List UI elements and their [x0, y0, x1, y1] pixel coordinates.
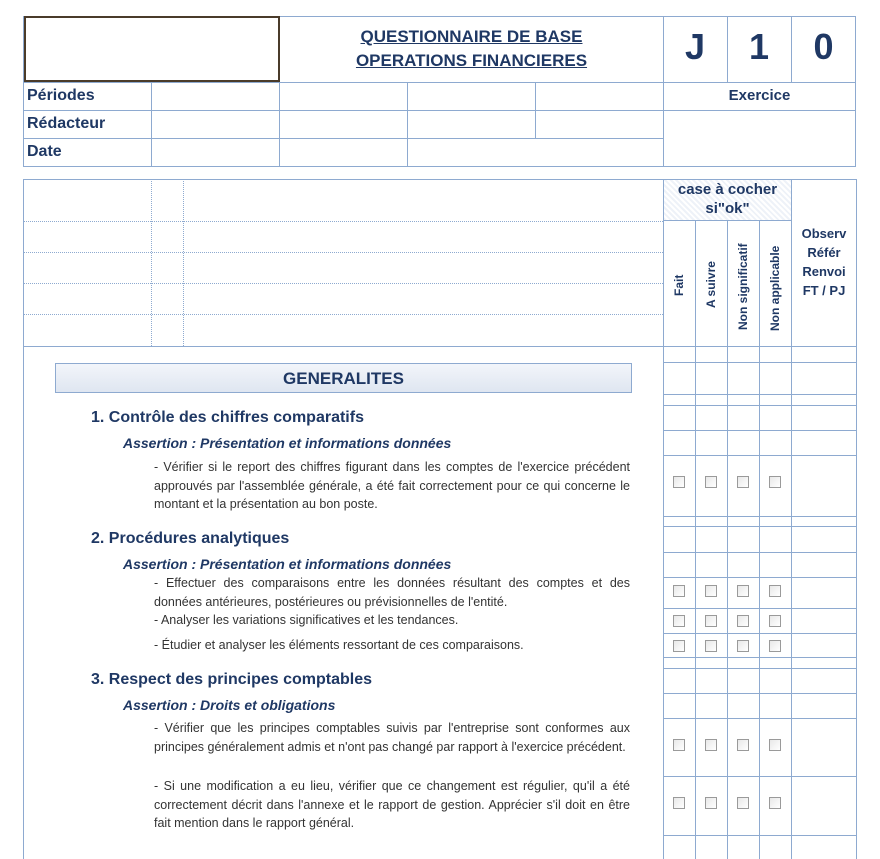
checkbox-header-line-1: case à cocher — [677, 181, 778, 198]
item-2-1: - Effectuer des comparaisons entre les données résultant des comptes et des données antérieures, postérieures ou prévisionnelles de l'entité. — [154, 576, 630, 609]
logo-box — [24, 16, 280, 82]
obs-line-4: FT / PJ — [802, 283, 846, 298]
row-label-date: Date — [27, 143, 62, 160]
checkbox-s3b-fait[interactable] — [673, 797, 685, 809]
obs-line-3: Renvoi — [802, 264, 846, 279]
column-label-non-significatif: Non significatif — [736, 243, 750, 330]
checkbox-s1-fait[interactable] — [673, 476, 685, 488]
column-label-a-suivre: A suivre — [704, 261, 718, 308]
assertion-2: Assertion : Présentation et informations données — [123, 556, 452, 572]
item-3-2: - Si une modification a eu lieu, vérifier que ce changement est régulier, qu'il a été correctement décrit dans l'annexe et le rapport de gestion. Apprécier s'il doit en être fait mention dans le rapport général. — [154, 779, 630, 830]
checkbox-header — [664, 180, 791, 221]
section-title-3: 3. Respect des principes comptables — [91, 671, 372, 688]
item-1-1: - Vérifier si le report des chiffres figurant dans les comptes de l'exercice précédent approuvés par l'assemblée générale, a été fait correctement pour ce qui concerne le montant et la présentation au bon poste. — [154, 460, 630, 511]
item-3-1: - Vérifier que les principes comptables suivis par l'entreprise sont conformes aux principes généralement admis et n'ont pas changé par rapport à l'exercice précédent. — [154, 721, 630, 754]
checkbox-s2a-a-suivre[interactable] — [705, 585, 717, 597]
code-letter-3: 0 — [813, 26, 834, 67]
item-2-2: - Analyser les variations significatives et les tendances. — [154, 613, 459, 627]
assertion-3: Assertion : Droits et obligations — [123, 697, 336, 713]
section-title-2: 2. Procédures analytiques — [91, 530, 290, 547]
title-line-1: QUESTIONNAIRE DE BASE — [360, 27, 583, 46]
checkbox-s3b-non-significatif[interactable] — [737, 797, 749, 809]
checkbox-s2a-non-applicable[interactable] — [769, 585, 781, 597]
checkbox-s3a-a-suivre[interactable] — [705, 739, 717, 751]
assertion-1: Assertion : Présentation et informations données — [123, 435, 452, 451]
checkbox-header-line-2: si"ok" — [705, 200, 750, 217]
checkbox-s2b-non-significatif[interactable] — [737, 615, 749, 627]
checkbox-s2b-non-applicable[interactable] — [769, 615, 781, 627]
checkbox-s2b-a-suivre[interactable] — [705, 615, 717, 627]
main-grid — [23, 179, 857, 859]
obs-line-1: Observ — [801, 226, 847, 241]
observation-header — [791, 224, 857, 300]
obs-line-2: Référ — [807, 245, 841, 260]
section-banner: GENERALITES — [55, 363, 632, 393]
checkbox-s1-non-applicable[interactable] — [769, 476, 781, 488]
column-label-fait: Fait — [672, 274, 686, 296]
checkbox-s2b-fait[interactable] — [673, 615, 685, 627]
section-title-1: 1. Contrôle des chiffres comparatifs — [91, 409, 364, 426]
page-title — [280, 25, 663, 73]
checkbox-s1-a-suivre[interactable] — [705, 476, 717, 488]
row-label-redacteur: Rédacteur — [27, 115, 106, 132]
checkbox-s3b-non-applicable[interactable] — [769, 797, 781, 809]
code-letter-1: J — [684, 26, 706, 67]
title-line-2: OPERATIONS FINANCIERES — [355, 51, 588, 70]
checkbox-s3b-a-suivre[interactable] — [705, 797, 717, 809]
code-letter-2: 1 — [748, 26, 770, 67]
row-label-periodes: Périodes — [27, 87, 95, 104]
checkbox-s3a-fait[interactable] — [673, 739, 685, 751]
checkbox-s2c-non-significatif[interactable] — [737, 640, 749, 652]
checkbox-s3a-non-significatif[interactable] — [737, 739, 749, 751]
checkbox-s2c-non-applicable[interactable] — [769, 640, 781, 652]
checkbox-s2c-a-suivre[interactable] — [705, 640, 717, 652]
checkbox-s2c-fait[interactable] — [673, 640, 685, 652]
checkbox-s3a-non-applicable[interactable] — [769, 739, 781, 751]
checkbox-s2a-fait[interactable] — [673, 585, 685, 597]
checkbox-s2a-non-significatif[interactable] — [737, 585, 749, 597]
column-label-non-applicable: Non applicable — [768, 245, 782, 331]
checkbox-s1-non-significatif[interactable] — [737, 476, 749, 488]
item-2-3: - Étudier et analyser les éléments ressortant de ces comparaisons. — [154, 638, 524, 652]
exercice-label: Exercice — [728, 87, 791, 104]
